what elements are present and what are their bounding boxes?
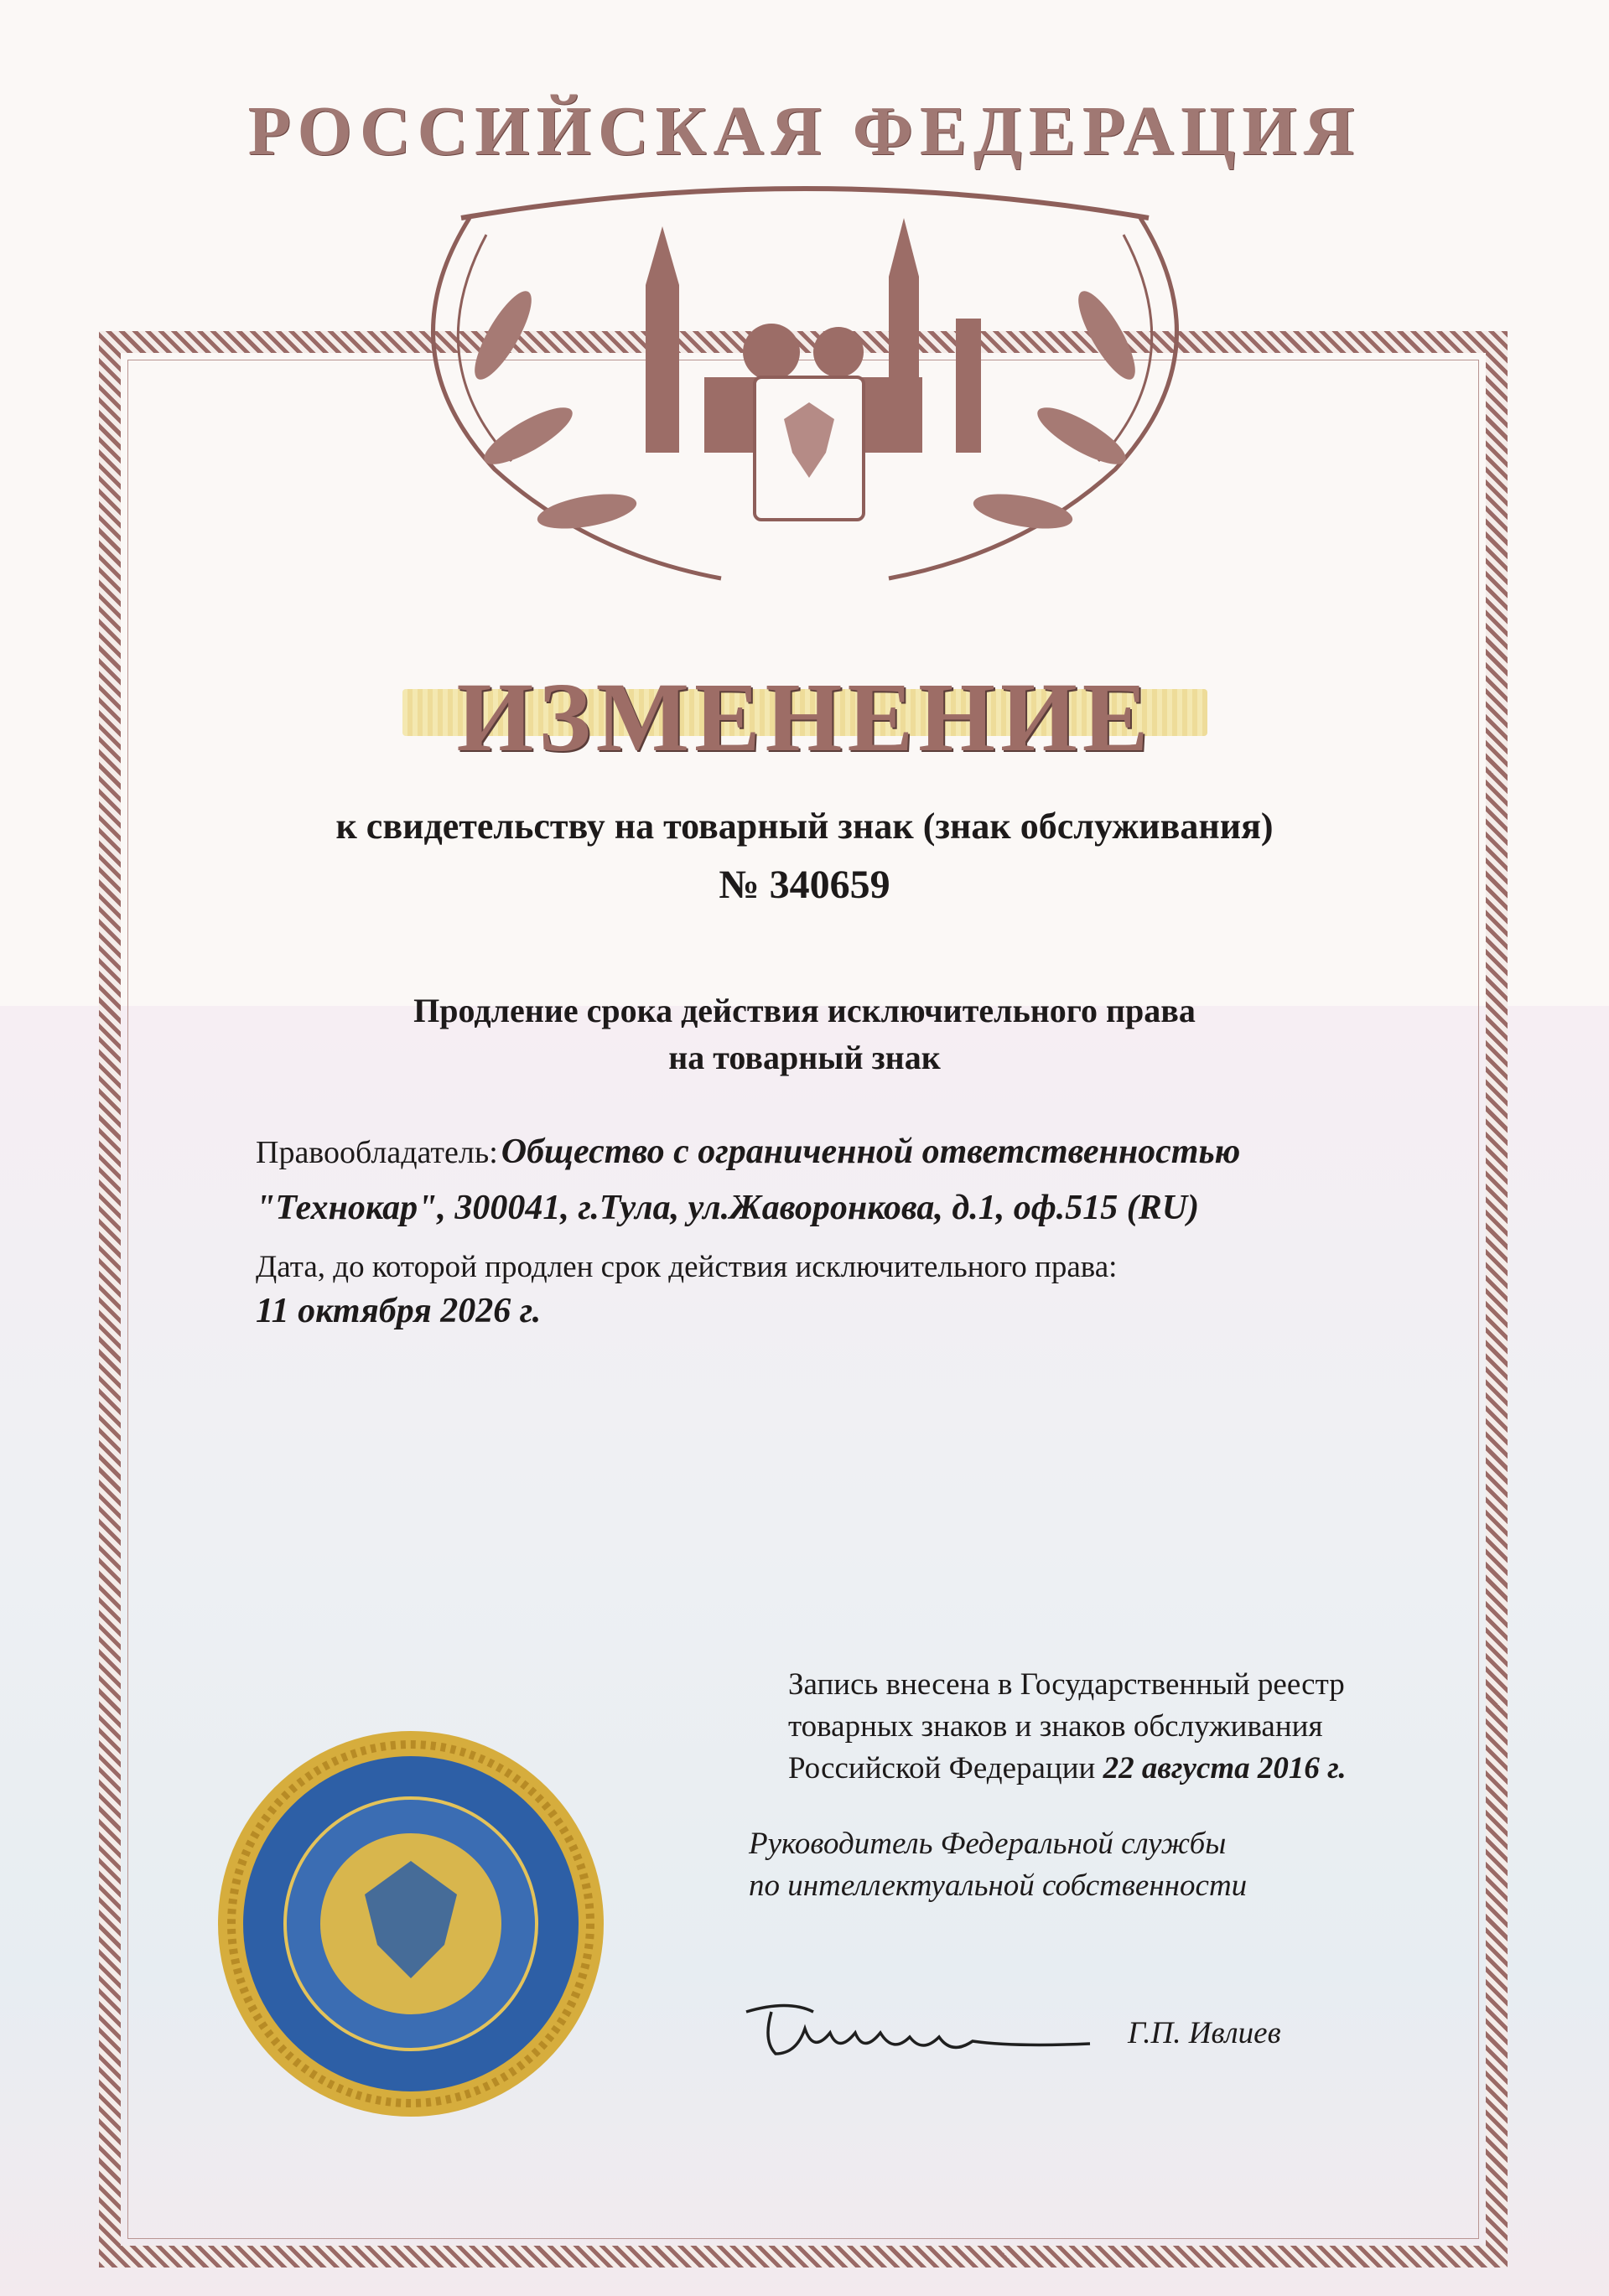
document-title-text: ИЗМЕНЕНИЕ [456, 662, 1154, 772]
subject-line-1: Продление срока действия исключительного права [413, 992, 1196, 1029]
document-subtitle: к свидетельству на товарный знак (знак обслуживания) [335, 806, 1274, 847]
kremlin-emblem [369, 184, 1241, 620]
role-line-1: Руководитель Федеральной службы [749, 1827, 1227, 1861]
official-role [749, 1823, 1247, 1907]
owner-block [256, 1127, 1413, 1232]
registry-line-1: Запись внесена в Государственный реестр [788, 1667, 1345, 1702]
registry-line-2: товарных знаков и знаков обслуживания [788, 1709, 1323, 1744]
role-line-2: по интеллектуальной собственности [749, 1868, 1248, 1903]
owner-name-line-1: Общество с ограниченной ответственностью [501, 1132, 1241, 1171]
owner-label: Правообладатель: [256, 1135, 498, 1170]
document-subject [0, 987, 1609, 1081]
country-header: РОССИЙСКАЯ ФЕДЕРАЦИЯ [247, 92, 1362, 170]
certificate-number: № 340659 [719, 863, 890, 907]
subject-line-2: на товарный знак [668, 1039, 941, 1076]
registry-line-3-prefix: Российской Федерации [788, 1751, 1096, 1785]
official-name: Г.П. Ивлиев [1128, 2016, 1281, 2050]
document-title [402, 654, 1207, 771]
registry-date: 22 августа 2016 г. [1103, 1751, 1347, 1785]
signature [738, 1995, 1107, 2071]
validity-label: Дата, до которой продлен срок действия исключительного права: [256, 1250, 1118, 1284]
owner-name-line-2: "Технокар", 300041, г.Тула, ул.Жаворонкова, д.1, оф.515 (RU) [256, 1189, 1200, 1227]
validity-date: 11 октября 2026 г. [256, 1292, 542, 1330]
registry-record [788, 1664, 1417, 1790]
registry-line-3 [788, 1748, 1417, 1790]
rospatent-seal [214, 1727, 608, 2121]
